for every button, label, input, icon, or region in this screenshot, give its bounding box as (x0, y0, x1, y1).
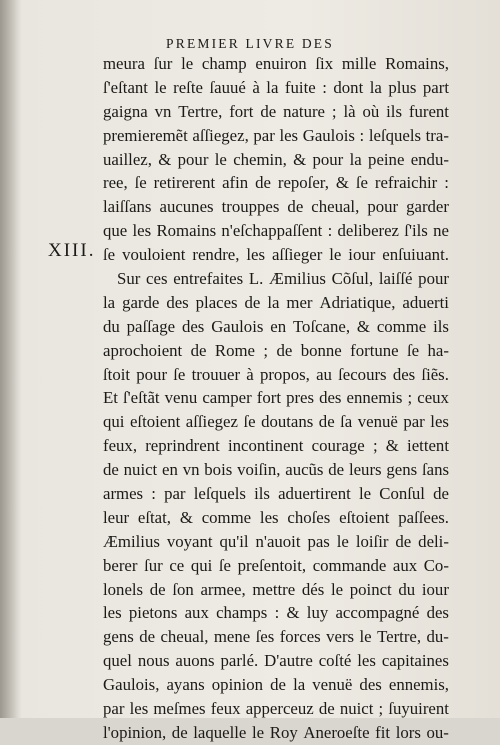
section-number: XIII. (48, 240, 96, 261)
text-line: qui eſtoient aſſiegez ſe doutans de ſa venuë par les (103, 412, 449, 432)
text-line: gens de cheual, mene ſes forces vers le Tertre, du- (103, 627, 449, 647)
text-line: par les meſmes feux apperceuz de nuict ; ſuyuirent (103, 699, 449, 719)
text-line: ree, ſe retirerent afin de repoſer, & ſe refraichir : (103, 173, 449, 193)
text-line: du paſſage des Gaulois en Toſcane, & comme ils (103, 316, 449, 336)
text-line: Sur ces entrefaites L. Æmilius Cõſul, laiſſé pour (117, 269, 449, 289)
text-line: feux, reprindrent incontinent courage ; & iettent (103, 436, 449, 456)
text-line: quel nous auons parlé. D'autre coſté les capitaines (103, 651, 449, 671)
running-head: PREMIER LIVRE DES (166, 36, 334, 51)
text-line: gaigna vn Tertre, fort de nature ; là où ils furent (103, 101, 449, 121)
text-line: ſ'eſtant le reſte ſauué à la fuite : dont la plus part (103, 77, 449, 97)
text-line: Et ſ'eſtãt venu camper fort pres des ennemis ; ceux (103, 388, 449, 408)
text-line: laiſſans aucunes trouppes de cheual, pour garder (103, 197, 449, 217)
text-line: premieremẽt aſſiegez, par les Gaulois : leſquels tra- (103, 125, 449, 145)
text-line: les pietons aux champs : & luy accompagné des (103, 603, 449, 623)
text-line: meura ſur le champ enuiron ſix mille Romains, (103, 54, 449, 73)
text-line: que les Romains n'eſchappaſſent : deliberez ſ'ils ne (103, 221, 449, 241)
text-line: Æmilius voyant qu'il n'auoit pas le loiſir de deli- (103, 531, 449, 551)
text-line: la garde des places de la mer Adriatique, aduerti (103, 292, 449, 312)
gutter-shadow (0, 0, 22, 718)
text-line: ſe vouloient rendre, les aſſieger le iour enſuiuant. (103, 245, 449, 265)
text-line: leur eſtat, & comme les choſes eſtoient paſſees. (103, 507, 449, 527)
text-line: de nuict en vn bois voiſin, aucũs de leurs gens ſans (103, 460, 449, 480)
text-line: Gaulois, ayans opinion de la venuë des ennemis, (103, 675, 449, 695)
text-block (103, 52, 449, 745)
text-line: aprochoient de Rome ; de bonne fortune ſe ha- (103, 340, 449, 360)
text-line: lonels de ſon armee, mettre dés le poinct du iour (103, 579, 449, 599)
text-line: ſtoit pour ſe trouuer à propos, au ſecours des ſiẽs. (103, 364, 449, 384)
text-line: l'opinion, de laquelle le Roy Aneroeſte fit lors ou- (103, 722, 449, 742)
text-line: uaillez, & pour le chemin, & pour la peine endu- (103, 149, 449, 169)
text-line: berer ſur ce qui ſe preſentoit, commande aux Co- (103, 555, 449, 575)
text-line: armes : par leſquels ils aduertirent le Conſul de (103, 484, 449, 504)
